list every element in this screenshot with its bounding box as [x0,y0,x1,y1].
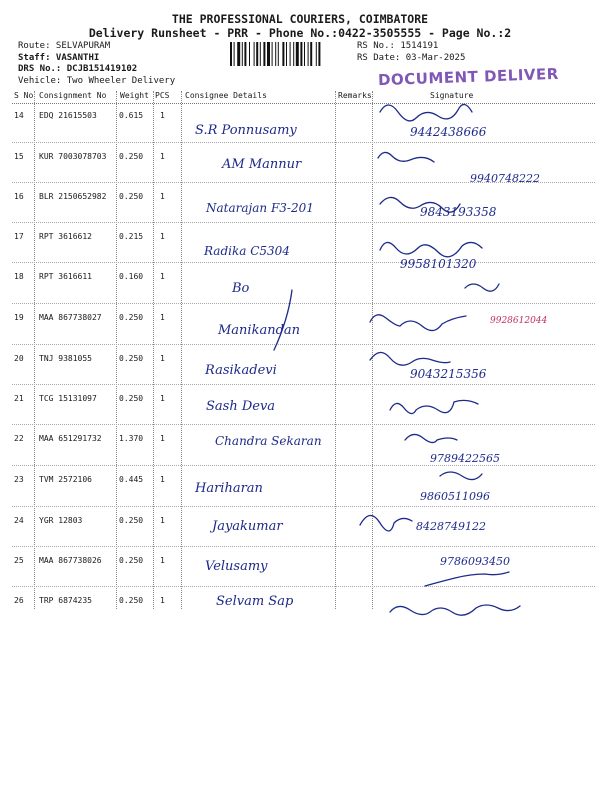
consignee-sign-21: Sash Deva [206,399,276,414]
consignee-sign-24: Jayakumar [212,519,283,534]
row-divider [12,344,595,345]
table-row [12,143,595,183]
row-weight: 0.250 [119,354,144,363]
row-pcs: 1 [160,111,165,120]
col-signature: Signature [430,91,474,100]
row-sno: 20 [14,354,24,363]
row-sno: 24 [14,516,24,525]
consignee-sign-16: Natarajan F3-201 [206,201,314,215]
row-sno: 22 [14,434,24,443]
drs-label: DRS No.: DCJB151419102 [18,64,138,74]
row-pcs: 1 [160,152,165,161]
row-pcs: 1 [160,272,165,281]
table-row [12,425,595,465]
staff-label: Staff: VASANTHI [18,52,100,63]
row-weight: 0.250 [119,556,144,565]
row-divider [12,262,595,263]
row-weight: 0.250 [119,516,144,525]
route-label: Route: SELVAPURAM [18,41,111,51]
row-pcs: 1 [160,434,165,443]
table-row [12,223,595,263]
row-consignment: RPT 3616611 [39,272,92,281]
barcode [230,42,352,66]
company-title: THE PROFESSIONAL COURIERS, COIMBATORE [171,12,429,26]
row-consignment: TCG 15131097 [39,394,97,403]
row-consignment: TRP 6874235 [39,596,92,605]
consignee-sign-26: Selvam Sap [216,594,294,609]
row-pcs: 1 [160,475,165,484]
row-pcs: 1 [160,516,165,525]
consignee-sign-23: Hariharan [195,481,263,496]
table-row [12,466,595,506]
table-row [12,102,595,142]
phone-note-22: 9789422565 [430,452,500,465]
row-consignment: KUR 7003078703 [39,152,107,161]
table-row [12,587,595,627]
phone-note-23: 9860511096 [420,490,490,503]
consignee-sign-17: Radika C5304 [204,244,290,258]
meta-left [18,41,175,87]
col-consignee: Consignee Details [185,91,267,100]
row-pcs: 1 [160,192,165,201]
row-divider [12,182,595,183]
row-weight: 0.250 [119,394,144,403]
row-pcs: 1 [160,354,165,363]
consignee-sign-25: Velusamy [205,559,268,574]
row-divider [12,465,595,466]
row-divider [12,546,595,547]
row-divider [12,384,595,385]
row-weight: 1.370 [119,434,144,443]
row-consignment: TVM 2572106 [39,475,92,484]
phone-note-20: 9043215356 [410,367,487,381]
row-pcs: 1 [160,394,165,403]
row-divider [12,586,595,587]
row-divider [12,142,595,143]
row-consignment: MAA 867738027 [39,313,102,322]
consignee-sign-22: Chandra Sekaran [215,434,322,448]
meta-right [357,41,465,64]
row-weight: 0.250 [119,596,144,605]
runsheet-subtitle: Delivery Runsheet - PRR - Phone No.:0422-3505555 - Page No.:2 [88,26,512,40]
row-consignment: YGR 12803 [39,516,83,525]
vehicle-label: Vehicle: Two Wheeler Delivery [18,75,176,86]
row-weight: 0.445 [119,475,144,484]
col-sno: S No [14,91,34,100]
row-pcs: 1 [160,313,165,322]
row-sno: 18 [14,272,24,281]
row-sno: 23 [14,475,24,484]
row-weight: 0.160 [119,272,144,281]
row-sno: 25 [14,556,24,565]
consignee-sign-14: S.R Ponnusamy [195,123,297,138]
table-row [12,304,595,344]
row-divider [12,424,595,425]
table-row [12,385,595,425]
row-consignment: TNJ 9381055 [39,354,92,363]
row-consignment: EDQ 21615503 [39,111,97,120]
row-sno: 16 [14,192,24,201]
row-sno: 26 [14,596,24,605]
row-divider [12,303,595,304]
phone-note-18: 9958101320 [400,257,477,271]
row-weight: 0.215 [119,232,144,241]
row-pcs: 1 [160,556,165,565]
row-pcs: 1 [160,596,165,605]
row-divider [12,506,595,507]
phone-note-16: 9843193358 [420,205,497,219]
row-pcs: 1 [160,232,165,241]
col-remarks: Remarks [338,91,372,100]
table-row [12,183,595,223]
row-consignment: MAA 867738026 [39,556,102,565]
phone-note-14: 9442438666 [410,125,487,139]
col-consignment: Consignment No [39,91,107,100]
table-row [12,507,595,547]
row-consignment: RPT 3616612 [39,232,92,241]
table-row [12,263,595,303]
row-sno: 14 [14,111,24,120]
row-weight: 0.250 [119,313,144,322]
consignee-sign-15: AM Mannur [222,157,302,172]
delivered-stamp: DOCUMENT DELIVER [377,64,560,90]
row-weight: 0.250 [119,192,144,201]
phone-note-19: 9928612044 [490,316,548,326]
row-weight: 0.250 [119,152,144,161]
phone-note-25: 9786093450 [440,555,510,568]
table-row [12,547,595,587]
row-consignment: BLR 2150652982 [39,192,107,201]
row-sno: 15 [14,152,24,161]
col-weight: Weight [120,91,149,100]
phone-note-24: 8428749122 [416,520,486,533]
col-pcs: PCS [155,91,170,100]
row-sno: 21 [14,394,24,403]
consignee-sign-18: Bo [232,281,250,296]
phone-note-15: 9940748222 [470,172,540,185]
row-divider [12,222,595,223]
rs-date-label: RS Date: 03-Mar-2025 [357,52,466,63]
consignee-sign-19: Manikandan [218,323,301,338]
consignee-sign-20: Rasikadevi [205,363,277,378]
row-sno: 19 [14,313,24,322]
row-consignment: MAA 651291732 [39,434,102,443]
row-weight: 0.615 [119,111,144,120]
rs-no-label: RS No.: 1514191 [357,41,439,51]
row-sno: 17 [14,232,24,241]
table-row [12,345,595,385]
